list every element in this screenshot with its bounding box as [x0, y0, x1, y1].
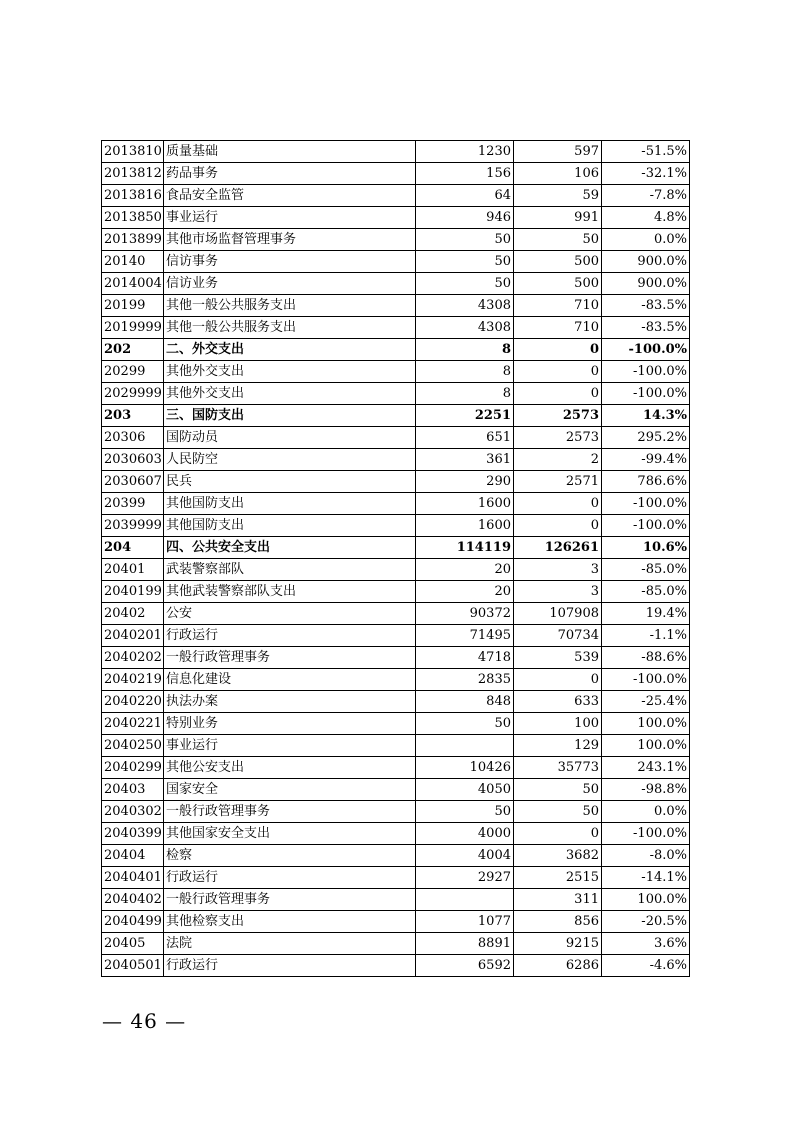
cell-name: 其他国家安全支出 — [164, 823, 416, 845]
cell-amount-a: 4308 — [416, 317, 514, 339]
cell-amount-a: 50 — [416, 801, 514, 823]
cell-code: 2040299 — [102, 757, 164, 779]
table-row — [102, 361, 690, 383]
budget-table — [101, 140, 690, 977]
table-row — [102, 427, 690, 449]
cell-change-pct: -98.8% — [602, 779, 690, 801]
cell-amount-a: 50 — [416, 273, 514, 295]
cell-name: 其他市场监督管理事务 — [164, 229, 416, 251]
cell-amount-b: 2573 — [514, 427, 602, 449]
cell-change-pct: 14.3% — [602, 405, 690, 427]
cell-amount-a: 90372 — [416, 603, 514, 625]
cell-amount-a: 50 — [416, 251, 514, 273]
table-row — [102, 625, 690, 647]
cell-amount-b: 50 — [514, 229, 602, 251]
cell-code: 2014004 — [102, 273, 164, 295]
cell-amount-b: 2571 — [514, 471, 602, 493]
cell-code: 20140 — [102, 251, 164, 273]
cell-code: 2040250 — [102, 735, 164, 757]
table-row — [102, 273, 690, 295]
cell-amount-a: 114119 — [416, 537, 514, 559]
cell-code: 20405 — [102, 933, 164, 955]
table-row — [102, 581, 690, 603]
cell-name: 信访事务 — [164, 251, 416, 273]
cell-name: 其他外交支出 — [164, 361, 416, 383]
cell-code: 2040201 — [102, 625, 164, 647]
cell-code: 2040499 — [102, 911, 164, 933]
cell-amount-b: 0 — [514, 339, 602, 361]
table-row — [102, 537, 690, 559]
cell-name: 其他公安支出 — [164, 757, 416, 779]
cell-amount-b: 106 — [514, 163, 602, 185]
cell-name: 执法办案 — [164, 691, 416, 713]
cell-change-pct: -100.0% — [602, 823, 690, 845]
cell-code: 2029999 — [102, 383, 164, 405]
cell-amount-b: 856 — [514, 911, 602, 933]
cell-amount-a: 1230 — [416, 141, 514, 163]
table-row — [102, 471, 690, 493]
cell-change-pct: -14.1% — [602, 867, 690, 889]
cell-amount-b: 2573 — [514, 405, 602, 427]
cell-amount-a: 1600 — [416, 493, 514, 515]
cell-code: 204 — [102, 537, 164, 559]
cell-code: 2040221 — [102, 713, 164, 735]
cell-code: 2013810 — [102, 141, 164, 163]
cell-code: 20403 — [102, 779, 164, 801]
cell-name: 人民防空 — [164, 449, 416, 471]
cell-change-pct: -51.5% — [602, 141, 690, 163]
cell-code: 2040219 — [102, 669, 164, 691]
cell-name: 信访业务 — [164, 273, 416, 295]
cell-amount-a: 50 — [416, 713, 514, 735]
cell-change-pct: 786.6% — [602, 471, 690, 493]
cell-code: 20199 — [102, 295, 164, 317]
cell-change-pct: -7.8% — [602, 185, 690, 207]
cell-amount-a: 8891 — [416, 933, 514, 955]
cell-change-pct: -100.0% — [602, 493, 690, 515]
cell-code: 2040401 — [102, 867, 164, 889]
cell-amount-b: 50 — [514, 801, 602, 823]
table-row — [102, 251, 690, 273]
cell-change-pct: -100.0% — [602, 669, 690, 691]
cell-amount-b: 597 — [514, 141, 602, 163]
cell-name: 二、外交支出 — [164, 339, 416, 361]
cell-amount-b: 2515 — [514, 867, 602, 889]
cell-amount-a: 4718 — [416, 647, 514, 669]
cell-amount-a: 156 — [416, 163, 514, 185]
table-row — [102, 933, 690, 955]
cell-code: 20404 — [102, 845, 164, 867]
table-row — [102, 845, 690, 867]
cell-code: 20402 — [102, 603, 164, 625]
table-row — [102, 691, 690, 713]
cell-amount-b: 500 — [514, 251, 602, 273]
cell-name: 民兵 — [164, 471, 416, 493]
cell-amount-a: 50 — [416, 229, 514, 251]
table-row — [102, 647, 690, 669]
cell-code: 2013816 — [102, 185, 164, 207]
cell-code: 2030603 — [102, 449, 164, 471]
cell-change-pct: -100.0% — [602, 339, 690, 361]
page-number: — 46 — — [102, 1009, 187, 1033]
cell-amount-b: 311 — [514, 889, 602, 911]
cell-name: 其他一般公共服务支出 — [164, 317, 416, 339]
table-row — [102, 141, 690, 163]
cell-name: 其他外交支出 — [164, 383, 416, 405]
table-row — [102, 669, 690, 691]
cell-amount-b: 70734 — [514, 625, 602, 647]
cell-change-pct: 0.0% — [602, 229, 690, 251]
cell-amount-b: 633 — [514, 691, 602, 713]
cell-name: 质量基础 — [164, 141, 416, 163]
cell-amount-b: 2 — [514, 449, 602, 471]
cell-name: 公安 — [164, 603, 416, 625]
cell-amount-a: 4050 — [416, 779, 514, 801]
cell-change-pct: 0.0% — [602, 801, 690, 823]
cell-amount-b: 0 — [514, 515, 602, 537]
table-row — [102, 383, 690, 405]
cell-name: 其他检察支出 — [164, 911, 416, 933]
cell-name: 行政运行 — [164, 625, 416, 647]
cell-amount-b: 710 — [514, 295, 602, 317]
cell-amount-a: 1600 — [416, 515, 514, 537]
cell-amount-b: 3 — [514, 581, 602, 603]
cell-code: 2013899 — [102, 229, 164, 251]
table-row — [102, 713, 690, 735]
cell-change-pct: -1.1% — [602, 625, 690, 647]
cell-amount-b: 991 — [514, 207, 602, 229]
cell-name: 一般行政管理事务 — [164, 647, 416, 669]
cell-change-pct: -99.4% — [602, 449, 690, 471]
cell-amount-a: 848 — [416, 691, 514, 713]
cell-amount-a: 290 — [416, 471, 514, 493]
table-row — [102, 449, 690, 471]
cell-change-pct: 100.0% — [602, 735, 690, 757]
cell-code: 2013812 — [102, 163, 164, 185]
table-row — [102, 735, 690, 757]
cell-change-pct: 900.0% — [602, 273, 690, 295]
cell-change-pct: 100.0% — [602, 889, 690, 911]
cell-amount-b: 3 — [514, 559, 602, 581]
cell-code: 2039999 — [102, 515, 164, 537]
table-row — [102, 339, 690, 361]
cell-amount-a: 20 — [416, 581, 514, 603]
cell-amount-a: 4004 — [416, 845, 514, 867]
cell-amount-b: 3682 — [514, 845, 602, 867]
cell-name: 武装警察部队 — [164, 559, 416, 581]
table-row — [102, 185, 690, 207]
cell-amount-b: 126261 — [514, 537, 602, 559]
cell-change-pct: 19.4% — [602, 603, 690, 625]
cell-change-pct: -100.0% — [602, 515, 690, 537]
cell-amount-b: 500 — [514, 273, 602, 295]
cell-code: 2040202 — [102, 647, 164, 669]
cell-amount-a: 71495 — [416, 625, 514, 647]
table-row — [102, 493, 690, 515]
table-row — [102, 559, 690, 581]
cell-amount-a: 4308 — [416, 295, 514, 317]
cell-change-pct: 4.8% — [602, 207, 690, 229]
cell-change-pct: 295.2% — [602, 427, 690, 449]
cell-amount-b: 0 — [514, 669, 602, 691]
cell-amount-a: 2927 — [416, 867, 514, 889]
cell-change-pct: 3.6% — [602, 933, 690, 955]
cell-amount-a: 946 — [416, 207, 514, 229]
cell-change-pct: -8.0% — [602, 845, 690, 867]
cell-amount-b: 0 — [514, 383, 602, 405]
cell-amount-a: 2251 — [416, 405, 514, 427]
cell-code: 2013850 — [102, 207, 164, 229]
cell-amount-a: 64 — [416, 185, 514, 207]
cell-name: 事业运行 — [164, 207, 416, 229]
cell-change-pct: 900.0% — [602, 251, 690, 273]
cell-amount-b: 50 — [514, 779, 602, 801]
cell-code: 20299 — [102, 361, 164, 383]
cell-amount-a: 2835 — [416, 669, 514, 691]
table-row — [102, 207, 690, 229]
cell-amount-b: 59 — [514, 185, 602, 207]
cell-name: 其他国防支出 — [164, 493, 416, 515]
cell-change-pct: -88.6% — [602, 647, 690, 669]
cell-amount-b: 539 — [514, 647, 602, 669]
cell-amount-a: 8 — [416, 339, 514, 361]
cell-name: 其他国防支出 — [164, 515, 416, 537]
cell-change-pct: -4.6% — [602, 955, 690, 977]
cell-amount-a: 8 — [416, 361, 514, 383]
table-row — [102, 229, 690, 251]
cell-name: 国防动员 — [164, 427, 416, 449]
cell-change-pct: -100.0% — [602, 383, 690, 405]
table-row — [102, 955, 690, 977]
cell-name: 信息化建设 — [164, 669, 416, 691]
cell-name: 国家安全 — [164, 779, 416, 801]
cell-amount-b: 100 — [514, 713, 602, 735]
cell-code: 2040302 — [102, 801, 164, 823]
cell-change-pct: -83.5% — [602, 295, 690, 317]
cell-amount-a — [416, 735, 514, 757]
cell-name: 三、国防支出 — [164, 405, 416, 427]
table-row — [102, 603, 690, 625]
cell-code: 203 — [102, 405, 164, 427]
table-row — [102, 779, 690, 801]
cell-amount-a — [416, 889, 514, 911]
cell-name: 药品事务 — [164, 163, 416, 185]
table-row — [102, 317, 690, 339]
cell-name: 四、公共安全支出 — [164, 537, 416, 559]
cell-code: 2030607 — [102, 471, 164, 493]
cell-change-pct: -32.1% — [602, 163, 690, 185]
cell-code: 2040501 — [102, 955, 164, 977]
cell-amount-b: 6286 — [514, 955, 602, 977]
cell-amount-b: 0 — [514, 823, 602, 845]
cell-name: 其他武装警察部队支出 — [164, 581, 416, 603]
cell-name: 一般行政管理事务 — [164, 889, 416, 911]
table-row — [102, 911, 690, 933]
cell-code: 2040220 — [102, 691, 164, 713]
cell-code: 2019999 — [102, 317, 164, 339]
cell-amount-a: 4000 — [416, 823, 514, 845]
cell-code: 20306 — [102, 427, 164, 449]
table-row — [102, 515, 690, 537]
table-row — [102, 867, 690, 889]
cell-code: 20401 — [102, 559, 164, 581]
cell-change-pct: -85.0% — [602, 559, 690, 581]
cell-amount-b: 710 — [514, 317, 602, 339]
cell-amount-a: 6592 — [416, 955, 514, 977]
cell-amount-a: 20 — [416, 559, 514, 581]
cell-name: 一般行政管理事务 — [164, 801, 416, 823]
cell-amount-a: 361 — [416, 449, 514, 471]
cell-amount-b: 129 — [514, 735, 602, 757]
cell-amount-a: 10426 — [416, 757, 514, 779]
cell-amount-a: 1077 — [416, 911, 514, 933]
cell-code: 2040402 — [102, 889, 164, 911]
table-row — [102, 757, 690, 779]
table-row — [102, 295, 690, 317]
table-row — [102, 163, 690, 185]
cell-code: 202 — [102, 339, 164, 361]
table-row — [102, 889, 690, 911]
cell-change-pct: -100.0% — [602, 361, 690, 383]
cell-amount-b: 9215 — [514, 933, 602, 955]
cell-amount-b: 0 — [514, 493, 602, 515]
table-row — [102, 823, 690, 845]
cell-amount-b: 35773 — [514, 757, 602, 779]
cell-name: 事业运行 — [164, 735, 416, 757]
cell-amount-a: 651 — [416, 427, 514, 449]
cell-code: 2040199 — [102, 581, 164, 603]
cell-amount-b: 0 — [514, 361, 602, 383]
table-row — [102, 801, 690, 823]
cell-change-pct: -25.4% — [602, 691, 690, 713]
cell-amount-a: 8 — [416, 383, 514, 405]
cell-name: 检察 — [164, 845, 416, 867]
cell-change-pct: 100.0% — [602, 713, 690, 735]
cell-name: 其他一般公共服务支出 — [164, 295, 416, 317]
cell-change-pct: -20.5% — [602, 911, 690, 933]
cell-change-pct: 243.1% — [602, 757, 690, 779]
cell-code: 2040399 — [102, 823, 164, 845]
cell-amount-b: 107908 — [514, 603, 602, 625]
cell-name: 特别业务 — [164, 713, 416, 735]
cell-change-pct: -85.0% — [602, 581, 690, 603]
cell-name: 法院 — [164, 933, 416, 955]
table-body — [102, 141, 690, 977]
cell-change-pct: 10.6% — [602, 537, 690, 559]
cell-name: 行政运行 — [164, 955, 416, 977]
cell-name: 食品安全监管 — [164, 185, 416, 207]
cell-name: 行政运行 — [164, 867, 416, 889]
cell-code: 20399 — [102, 493, 164, 515]
table-row — [102, 405, 690, 427]
cell-change-pct: -83.5% — [602, 317, 690, 339]
